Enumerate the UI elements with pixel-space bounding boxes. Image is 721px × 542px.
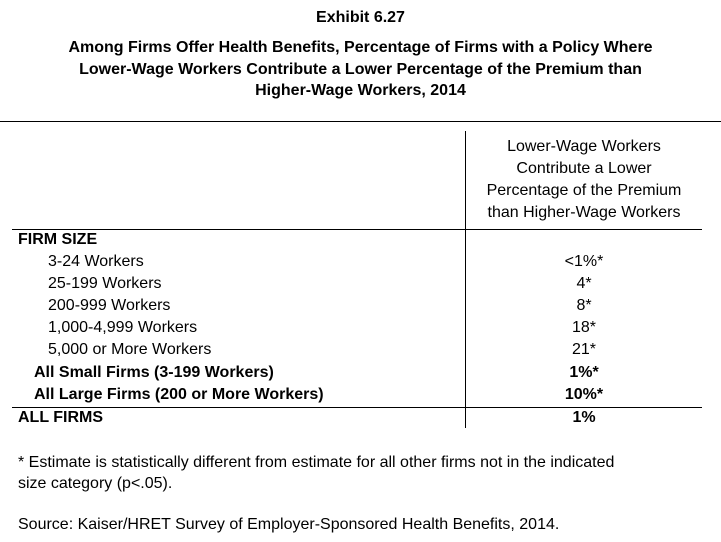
row-label: All Small Firms (3-199 Workers) bbox=[34, 364, 274, 381]
table-top-rule bbox=[0, 121, 721, 122]
table-row-subtotal bbox=[0, 362, 721, 384]
table-row bbox=[0, 317, 721, 339]
subtitle-line: Higher-Wage Workers, 2014 bbox=[255, 82, 466, 99]
table-row bbox=[0, 273, 721, 295]
row-value: 1% bbox=[572, 409, 596, 426]
table-row bbox=[0, 295, 721, 317]
exhibit-subtitle bbox=[10, 37, 711, 102]
table-row bbox=[0, 251, 721, 273]
column-header-line: Lower-Wage Workers bbox=[507, 138, 661, 155]
row-value: 4* bbox=[576, 275, 592, 292]
column-header-line: than Higher-Wage Workers bbox=[487, 204, 681, 221]
source-note: Source: Kaiser/HRET Survey of Employer-Sponsored Health Benefits, 2014. bbox=[18, 516, 560, 533]
exhibit-title: Exhibit 6.27 bbox=[316, 9, 405, 26]
footnote-line: size category (p<.05). bbox=[18, 475, 173, 492]
table-row-subtotal bbox=[0, 384, 721, 406]
subtitle-line: Lower-Wage Workers Contribute a Lower Percentage of the Premium than bbox=[79, 60, 642, 78]
row-label: 3-24 Workers bbox=[48, 253, 144, 270]
row-label: ALL FIRMS bbox=[18, 409, 104, 426]
column-header-line: Contribute a Lower bbox=[516, 160, 652, 177]
table-row-total bbox=[0, 407, 721, 429]
section-row-firm-size bbox=[0, 229, 721, 251]
row-value: <1%* bbox=[564, 253, 604, 270]
section-label: FIRM SIZE bbox=[18, 231, 98, 248]
table-row bbox=[0, 339, 721, 361]
subtitle-line: Among Firms Offer Health Benefits, Percentage of Firms with a Policy Where bbox=[68, 39, 653, 56]
footnote-line: * Estimate is statistically different from estimate for all other firms not in the indicated bbox=[18, 454, 615, 471]
row-value: 18* bbox=[571, 319, 597, 336]
column-header bbox=[466, 136, 702, 224]
row-value: 10%* bbox=[564, 386, 604, 403]
row-label: 1,000-4,999 Workers bbox=[48, 319, 198, 336]
column-header-line: Percentage of the Premium bbox=[486, 182, 682, 199]
row-value: 1%* bbox=[569, 364, 599, 381]
row-label: All Large Firms (200 or More Workers) bbox=[34, 386, 324, 403]
row-label: 5,000 or More Workers bbox=[48, 341, 212, 358]
row-label: 200-999 Workers bbox=[48, 297, 171, 314]
row-label: 25-199 Workers bbox=[48, 275, 162, 292]
row-value: 8* bbox=[576, 297, 592, 314]
row-value: 21* bbox=[571, 341, 597, 358]
footnote bbox=[18, 452, 708, 494]
